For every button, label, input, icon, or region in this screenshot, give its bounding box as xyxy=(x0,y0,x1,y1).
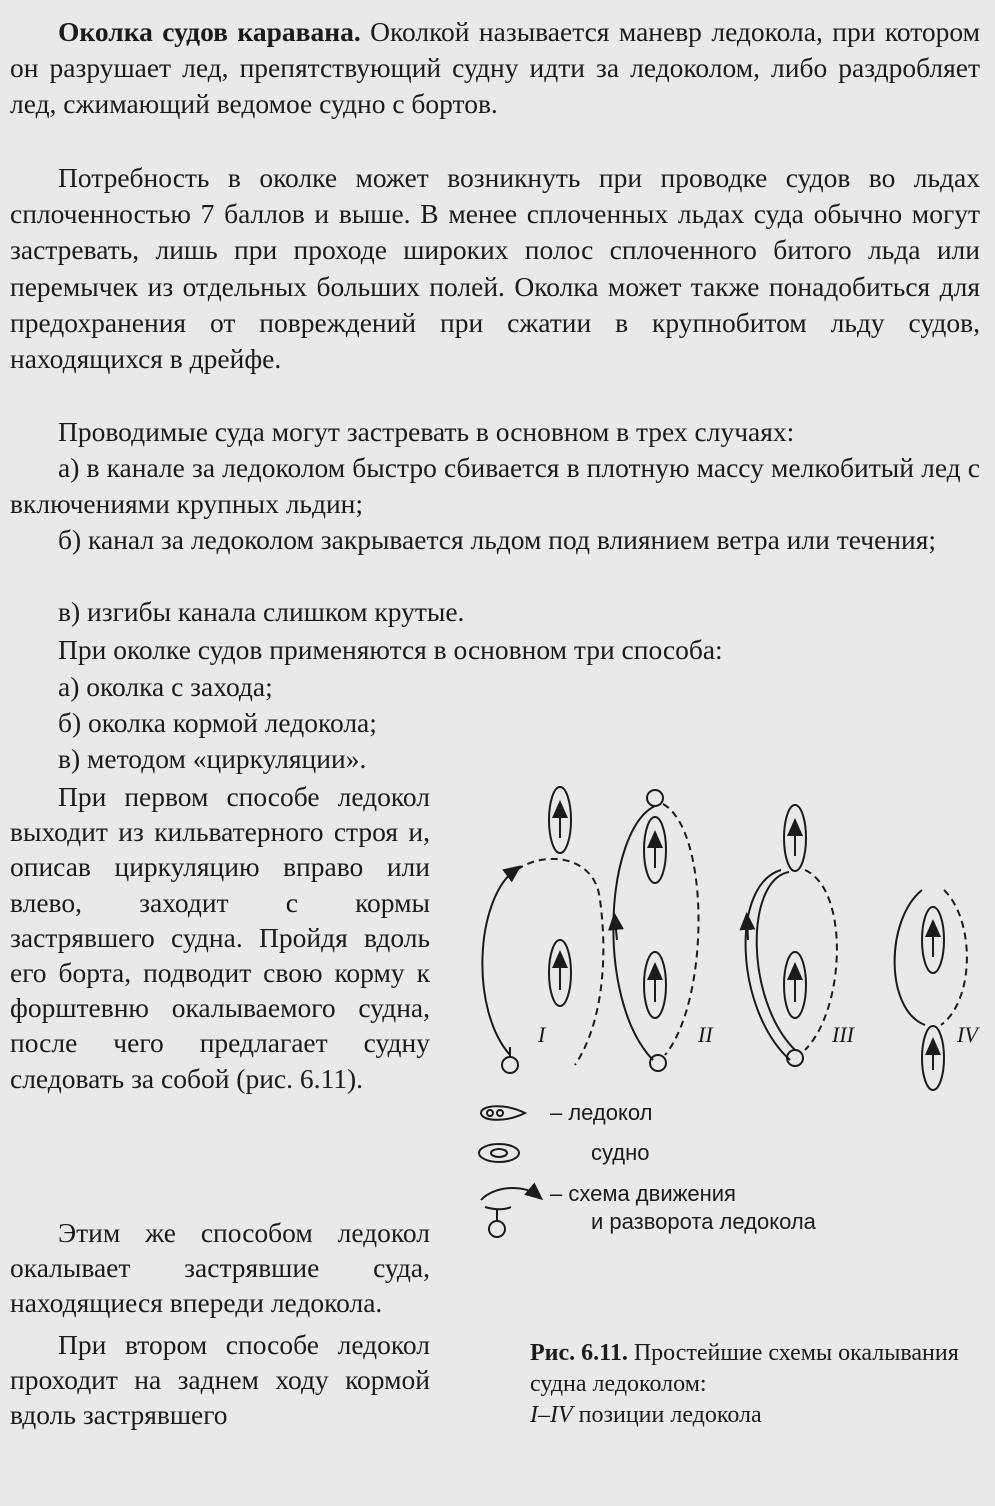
list-item-method-c: в) методом «циркуляции». xyxy=(58,743,367,774)
scheme-position-2 xyxy=(613,790,698,1071)
paragraph-same-method: Этим же способом ледокол окалывает застрявшие суда, находящиеся впереди ледокола. xyxy=(10,1217,430,1319)
paragraph-stuck-cases-intro: Проводимые суда могут застревать в основном в трех случаях: xyxy=(58,416,795,447)
paragraph-first-method: При первом способе ледокол выходит из кильватерного строя и, описав циркуляцию вправо или влево, заходит с кормы застрявшего судна. Пройдя вдоль его борта, подводит свою корму к форштевню окалываемого судна, после чего предлагает судну следовать за собой (рис. 6.11). xyxy=(10,781,430,1094)
list-item-case-c: в) изгибы канала слишком крутые. xyxy=(58,596,465,627)
paragraph-methods-intro: При околке судов применяются в основном три способа: xyxy=(58,634,723,665)
legend-movement-symbol xyxy=(481,1188,537,1237)
paragraph-icebreaking-definition: Околка судов каравана. Околкой называется маневр ледокола, при котором он разрушает лед, препятствующий судну идти за ледоколом, либо раздробляет лед, сжимающий ведомое судно с бортов. xyxy=(10,16,980,120)
list-item-method-a: а) околка с захода; xyxy=(58,671,273,702)
label-position-4: IV xyxy=(957,1022,978,1047)
paragraph-second-method: При втором способе ледокол проходит на заднем ходу кормой вдоль застрявшего xyxy=(10,1329,430,1431)
figure-caption: Рис. 6.11. Простейшие схемы окалывания судна ледоколом: I–IV позиции ледокола xyxy=(530,1340,959,1428)
legend-icebreaker-label: – ледокол xyxy=(550,1100,653,1125)
legend-scheme-label-2: и разворота ледокола xyxy=(591,1209,816,1234)
legend-scheme-label-1: – схема движения xyxy=(550,1181,736,1206)
scheme-position-3 xyxy=(746,805,837,1066)
scheme-position-4 xyxy=(895,890,967,1090)
list-item-case-b: б) канал за ледоколом закрывается льдом под влиянием ветра или течения; xyxy=(58,524,937,555)
paragraph-need-for-icebreaking: Потребность в околке может возникнуть при проводке судов во льдах сплоченностью 7 баллов и выше. В менее сплоченных льдах суда обычно могут застревать, лишь при проходе широких полос сплоченного битого льда или перемычек из отдельных больших полей. Околка может также понадобиться для предохранения от повреждений при сжатии в крупнобитом льду судов, находящихся в дрейфе. xyxy=(10,162,980,375)
legend-icebreaker-symbol xyxy=(481,1106,525,1120)
list-item-case-a: а) в канале за ледоколом быстро сбивается в плотную массу мелкобитый лед с включениями крупных льдин; xyxy=(10,452,980,520)
legend-vessel-label: судно xyxy=(591,1140,650,1165)
label-position-3: III xyxy=(832,1022,854,1047)
list-item-method-b: б) околка кормой ледокола; xyxy=(58,707,377,738)
legend-vessel-symbol xyxy=(479,1144,519,1162)
label-position-1: I xyxy=(538,1022,546,1047)
label-position-2: II xyxy=(698,1022,713,1047)
section-heading: Околка судов каравана. xyxy=(58,16,361,47)
